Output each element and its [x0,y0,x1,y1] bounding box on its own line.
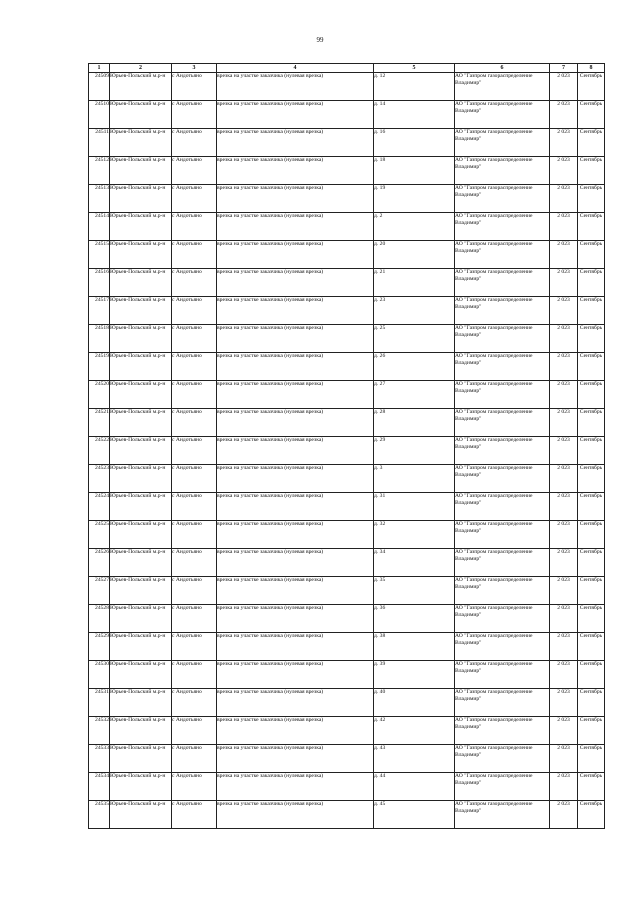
column-header: 4 [217,64,374,73]
work-type-cell: врезка на участке заказчика (нулевая врезка) [217,157,374,185]
year-cell: 2 023 [550,633,578,661]
table-row [89,269,605,297]
municipality-cell: Юрьев-Польский м.р-н [110,241,172,269]
table-row [89,605,605,633]
municipality-cell: Юрьев-Польский м.р-н [110,129,172,157]
year-cell: 2 023 [550,241,578,269]
month-cell: Сентябрь [578,521,605,549]
organization-cell: АО "Газпром газораспределение Владимир" [455,773,550,801]
month-cell: Сентябрь [578,605,605,633]
house-number-cell: д. 25 [374,325,455,353]
house-number-cell: д. 43 [374,745,455,773]
month-cell: Сентябрь [578,437,605,465]
year-cell: 2 023 [550,493,578,521]
work-type-cell: врезка на участке заказчика (нулевая врезка) [217,437,374,465]
work-type-cell: врезка на участке заказчика (нулевая врезка) [217,801,374,829]
year-cell: 2 023 [550,605,578,633]
work-type-cell: врезка на участке заказчика (нулевая врезка) [217,493,374,521]
row-number: 24531 [89,689,110,717]
month-cell: Сентябрь [578,745,605,773]
organization-cell: АО "Газпром газораспределение Владимир" [455,353,550,381]
year-cell: 2 023 [550,157,578,185]
year-cell: 2 023 [550,661,578,689]
locality-cell: с Андотьяно [172,185,217,213]
work-type-cell: врезка на участке заказчика (нулевая врезка) [217,269,374,297]
house-number-cell: д. 34 [374,549,455,577]
row-number: 24525 [89,521,110,549]
locality-cell: с Андотьяно [172,269,217,297]
year-cell: 2 023 [550,325,578,353]
municipality-cell: Юрьев-Польский м.р-н [110,577,172,605]
year-cell: 2 023 [550,297,578,325]
table-row [89,717,605,745]
table-row [89,661,605,689]
row-number: 24509 [89,73,110,101]
locality-cell: с Андотьяно [172,73,217,101]
organization-cell: АО "Газпром газораспределение Владимир" [455,689,550,717]
work-type-cell: врезка на участке заказчика (нулевая врезка) [217,521,374,549]
row-number: 24535 [89,801,110,829]
year-cell: 2 023 [550,465,578,493]
column-header: 2 [110,64,172,73]
organization-cell: АО "Газпром газораспределение Владимир" [455,157,550,185]
organization-cell: АО "Газпром газораспределение Владимир" [455,801,550,829]
work-type-cell: врезка на участке заказчика (нулевая врезка) [217,73,374,101]
work-type-cell: врезка на участке заказчика (нулевая врезка) [217,465,374,493]
row-number: 24519 [89,353,110,381]
municipality-cell: Юрьев-Польский м.р-н [110,157,172,185]
table-row [89,801,605,829]
work-type-cell: врезка на участке заказчика (нулевая врезка) [217,661,374,689]
year-cell: 2 023 [550,577,578,605]
house-number-cell: д. 16 [374,129,455,157]
municipality-cell: Юрьев-Польский м.р-н [110,717,172,745]
locality-cell: с Андотьяно [172,297,217,325]
month-cell: Сентябрь [578,661,605,689]
work-type-cell: врезка на участке заказчика (нулевая врезка) [217,213,374,241]
month-cell: Сентябрь [578,549,605,577]
row-number: 24530 [89,661,110,689]
registry-table [88,63,605,829]
house-number-cell: д. 14 [374,101,455,129]
locality-cell: с Андотьяно [172,241,217,269]
year-cell: 2 023 [550,129,578,157]
municipality-cell: Юрьев-Польский м.р-н [110,185,172,213]
locality-cell: с Андотьяно [172,521,217,549]
year-cell: 2 023 [550,773,578,801]
locality-cell: с Андотьяно [172,381,217,409]
work-type-cell: врезка на участке заказчика (нулевая врезка) [217,185,374,213]
table-row [89,633,605,661]
year-cell: 2 023 [550,381,578,409]
house-number-cell: д. 2 [374,213,455,241]
work-type-cell: врезка на участке заказчика (нулевая врезка) [217,773,374,801]
month-cell: Сентябрь [578,269,605,297]
organization-cell: АО "Газпром газораспределение Владимир" [455,633,550,661]
row-number: 24520 [89,381,110,409]
house-number-cell: д. 39 [374,661,455,689]
month-cell: Сентябрь [578,409,605,437]
organization-cell: АО "Газпром газораспределение Владимир" [455,577,550,605]
row-number: 24517 [89,297,110,325]
month-cell: Сентябрь [578,185,605,213]
table-row [89,549,605,577]
work-type-cell: врезка на участке заказчика (нулевая врезка) [217,129,374,157]
house-number-cell: д. 3 [374,465,455,493]
table-row [89,157,605,185]
organization-cell: АО "Газпром газораспределение Владимир" [455,325,550,353]
year-cell: 2 023 [550,689,578,717]
work-type-cell: врезка на участке заказчика (нулевая врезка) [217,381,374,409]
row-number: 24522 [89,437,110,465]
row-number: 24528 [89,605,110,633]
table-row [89,325,605,353]
month-cell: Сентябрь [578,353,605,381]
column-header: 6 [455,64,550,73]
month-cell: Сентябрь [578,381,605,409]
work-type-cell: врезка на участке заказчика (нулевая врезка) [217,101,374,129]
locality-cell: с Андотьяно [172,409,217,437]
locality-cell: с Андотьяно [172,801,217,829]
house-number-cell: д. 27 [374,381,455,409]
house-number-cell: д. 21 [374,269,455,297]
locality-cell: с Андотьяно [172,745,217,773]
year-cell: 2 023 [550,745,578,773]
house-number-cell: д. 32 [374,521,455,549]
year-cell: 2 023 [550,717,578,745]
house-number-cell: д. 20 [374,241,455,269]
month-cell: Сентябрь [578,689,605,717]
table-row [89,381,605,409]
locality-cell: с Андотьяно [172,549,217,577]
municipality-cell: Юрьев-Польский м.р-н [110,269,172,297]
locality-cell: с Андотьяно [172,689,217,717]
year-cell: 2 023 [550,801,578,829]
locality-cell: с Андотьяно [172,465,217,493]
year-cell: 2 023 [550,353,578,381]
municipality-cell: Юрьев-Польский м.р-н [110,661,172,689]
municipality-cell: Юрьев-Польский м.р-н [110,325,172,353]
house-number-cell: д. 19 [374,185,455,213]
year-cell: 2 023 [550,437,578,465]
organization-cell: АО "Газпром газораспределение Владимир" [455,297,550,325]
column-header: 8 [578,64,605,73]
work-type-cell: врезка на участке заказчика (нулевая врезка) [217,325,374,353]
locality-cell: с Андотьяно [172,157,217,185]
municipality-cell: Юрьев-Польский м.р-н [110,773,172,801]
house-number-cell: д. 38 [374,633,455,661]
house-number-cell: д. 44 [374,773,455,801]
table-row [89,409,605,437]
row-number: 24532 [89,717,110,745]
month-cell: Сентябрь [578,241,605,269]
table-row [89,689,605,717]
table-row [89,521,605,549]
table-row [89,493,605,521]
locality-cell: с Андотьяно [172,437,217,465]
locality-cell: с Андотьяно [172,661,217,689]
month-cell: Сентябрь [578,493,605,521]
house-number-cell: д. 26 [374,353,455,381]
table-row [89,773,605,801]
row-number: 24523 [89,465,110,493]
row-number: 24514 [89,213,110,241]
organization-cell: АО "Газпром газораспределение Владимир" [455,465,550,493]
work-type-cell: врезка на участке заказчика (нулевая врезка) [217,633,374,661]
locality-cell: с Андотьяно [172,353,217,381]
month-cell: Сентябрь [578,633,605,661]
organization-cell: АО "Газпром газораспределение Владимир" [455,185,550,213]
row-number: 24534 [89,773,110,801]
house-number-cell: д. 31 [374,493,455,521]
month-cell: Сентябрь [578,73,605,101]
row-number: 24521 [89,409,110,437]
locality-cell: с Андотьяно [172,325,217,353]
month-cell: Сентябрь [578,157,605,185]
month-cell: Сентябрь [578,717,605,745]
organization-cell: АО "Газпром газораспределение Владимир" [455,129,550,157]
organization-cell: АО "Газпром газораспределение Владимир" [455,521,550,549]
row-number: 24526 [89,549,110,577]
month-cell: Сентябрь [578,213,605,241]
work-type-cell: врезка на участке заказчика (нулевая врезка) [217,717,374,745]
row-number: 24515 [89,241,110,269]
year-cell: 2 023 [550,101,578,129]
work-type-cell: врезка на участке заказчика (нулевая врезка) [217,605,374,633]
month-cell: Сентябрь [578,577,605,605]
table-row [89,241,605,269]
municipality-cell: Юрьев-Польский м.р-н [110,101,172,129]
month-cell: Сентябрь [578,101,605,129]
work-type-cell: врезка на участке заказчика (нулевая врезка) [217,297,374,325]
house-number-cell: д. 40 [374,689,455,717]
row-number: 24518 [89,325,110,353]
municipality-cell: Юрьев-Польский м.р-н [110,745,172,773]
locality-cell: с Андотьяно [172,633,217,661]
work-type-cell: врезка на участке заказчика (нулевая врезка) [217,689,374,717]
municipality-cell: Юрьев-Польский м.р-н [110,801,172,829]
house-number-cell: д. 18 [374,157,455,185]
municipality-cell: Юрьев-Польский м.р-н [110,297,172,325]
house-number-cell: д. 29 [374,437,455,465]
month-cell: Сентябрь [578,465,605,493]
table-row [89,745,605,773]
locality-cell: с Андотьяно [172,605,217,633]
organization-cell: АО "Газпром газораспределение Владимир" [455,241,550,269]
organization-cell: АО "Газпром газораспределение Владимир" [455,605,550,633]
municipality-cell: Юрьев-Польский м.р-н [110,493,172,521]
municipality-cell: Юрьев-Польский м.р-н [110,689,172,717]
organization-cell: АО "Газпром газораспределение Владимир" [455,213,550,241]
municipality-cell: Юрьев-Польский м.р-н [110,353,172,381]
municipality-cell: Юрьев-Польский м.р-н [110,605,172,633]
page-number: 99 [316,36,324,44]
table-row [89,577,605,605]
month-cell: Сентябрь [578,801,605,829]
header-row [89,64,605,73]
organization-cell: АО "Газпром газораспределение Владимир" [455,661,550,689]
house-number-cell: д. 28 [374,409,455,437]
municipality-cell: Юрьев-Польский м.р-н [110,409,172,437]
table-row [89,353,605,381]
month-cell: Сентябрь [578,325,605,353]
table-row [89,297,605,325]
locality-cell: с Андотьяно [172,493,217,521]
locality-cell: с Андотьяно [172,101,217,129]
table-row [89,465,605,493]
organization-cell: АО "Газпром газораспределение Владимир" [455,745,550,773]
work-type-cell: врезка на участке заказчика (нулевая врезка) [217,409,374,437]
year-cell: 2 023 [550,409,578,437]
municipality-cell: Юрьев-Польский м.р-н [110,633,172,661]
table-row [89,73,605,101]
municipality-cell: Юрьев-Польский м.р-н [110,465,172,493]
row-number: 24527 [89,577,110,605]
house-number-cell: д. 42 [374,717,455,745]
column-header: 7 [550,64,578,73]
month-cell: Сентябрь [578,773,605,801]
row-number: 24512 [89,157,110,185]
locality-cell: с Андотьяно [172,213,217,241]
house-number-cell: д. 12 [374,73,455,101]
locality-cell: с Андотьяно [172,717,217,745]
table-row [89,129,605,157]
organization-cell: АО "Газпром газораспределение Владимир" [455,549,550,577]
municipality-cell: Юрьев-Польский м.р-н [110,73,172,101]
month-cell: Сентябрь [578,129,605,157]
organization-cell: АО "Газпром газораспределение Владимир" [455,101,550,129]
year-cell: 2 023 [550,213,578,241]
work-type-cell: врезка на участке заказчика (нулевая врезка) [217,241,374,269]
work-type-cell: врезка на участке заказчика (нулевая врезка) [217,353,374,381]
locality-cell: с Андотьяно [172,577,217,605]
row-number: 24511 [89,129,110,157]
row-number: 24524 [89,493,110,521]
work-type-cell: врезка на участке заказчика (нулевая врезка) [217,577,374,605]
work-type-cell: врезка на участке заказчика (нулевая врезка) [217,549,374,577]
municipality-cell: Юрьев-Польский м.р-н [110,437,172,465]
row-number: 24510 [89,101,110,129]
municipality-cell: Юрьев-Польский м.р-н [110,381,172,409]
table-row [89,101,605,129]
organization-cell: АО "Газпром газораспределение Владимир" [455,73,550,101]
year-cell: 2 023 [550,521,578,549]
organization-cell: АО "Газпром газораспределение Владимир" [455,269,550,297]
organization-cell: АО "Газпром газораспределение Владимир" [455,381,550,409]
locality-cell: с Андотьяно [172,129,217,157]
house-number-cell: д. 45 [374,801,455,829]
organization-cell: АО "Газпром газораспределение Владимир" [455,717,550,745]
organization-cell: АО "Газпром газораспределение Владимир" [455,493,550,521]
row-number: 24513 [89,185,110,213]
work-type-cell: врезка на участке заказчика (нулевая врезка) [217,745,374,773]
row-number: 24533 [89,745,110,773]
locality-cell: с Андотьяно [172,773,217,801]
table-row [89,185,605,213]
table-row [89,213,605,241]
year-cell: 2 023 [550,269,578,297]
organization-cell: АО "Газпром газораспределение Владимир" [455,437,550,465]
year-cell: 2 023 [550,185,578,213]
house-number-cell: д. 35 [374,577,455,605]
row-number: 24516 [89,269,110,297]
table-row [89,437,605,465]
year-cell: 2 023 [550,549,578,577]
municipality-cell: Юрьев-Польский м.р-н [110,549,172,577]
year-cell: 2 023 [550,73,578,101]
organization-cell: АО "Газпром газораспределение Владимир" [455,409,550,437]
house-number-cell: д. 36 [374,605,455,633]
row-number: 24529 [89,633,110,661]
column-header: 5 [374,64,455,73]
column-header: 1 [89,64,110,73]
municipality-cell: Юрьев-Польский м.р-н [110,213,172,241]
municipality-cell: Юрьев-Польский м.р-н [110,521,172,549]
month-cell: Сентябрь [578,297,605,325]
house-number-cell: д. 23 [374,297,455,325]
column-header: 3 [172,64,217,73]
